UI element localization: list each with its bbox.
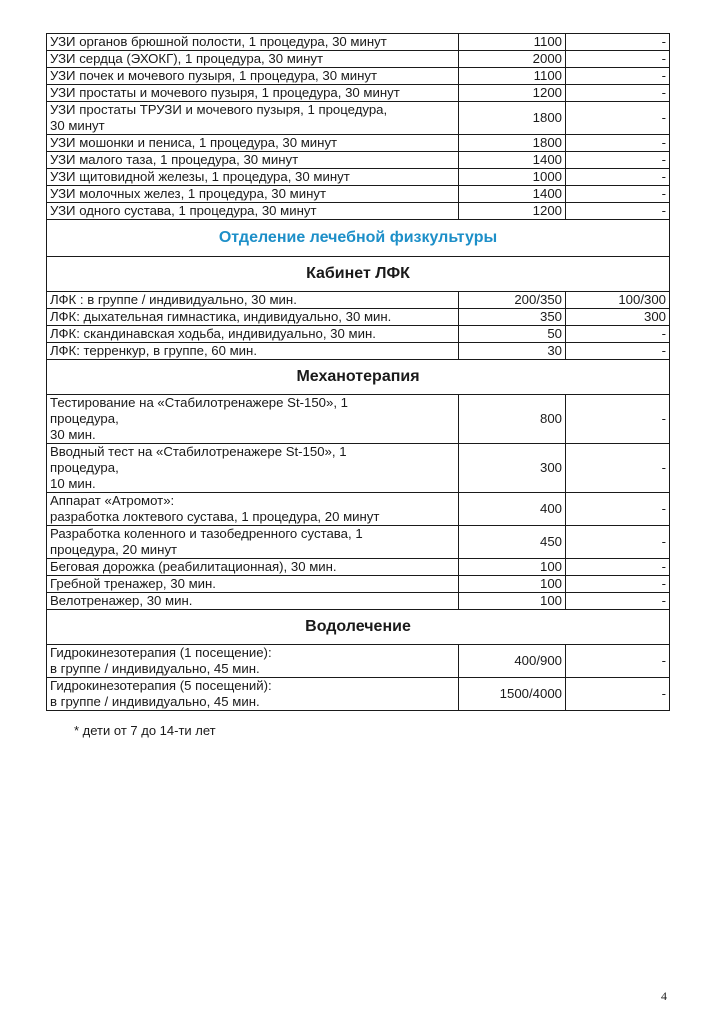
service-price: 1100 bbox=[459, 34, 566, 51]
service-name: ЛФК : в группе / индивидуально, 30 мин. bbox=[47, 292, 459, 309]
section-heading-row bbox=[47, 610, 670, 645]
service-name: УЗИ одного сустава, 1 процедура, 30 минут bbox=[47, 203, 459, 220]
service-name: УЗИ органов брюшной полости, 1 процедура, 30 минут bbox=[47, 34, 459, 51]
service-price: 1200 bbox=[459, 85, 566, 102]
service-price-child: - bbox=[566, 169, 670, 186]
service-price: 350 bbox=[459, 309, 566, 326]
service-price-child: - bbox=[566, 576, 670, 593]
table-row bbox=[47, 292, 670, 309]
table-row bbox=[47, 203, 670, 220]
service-price-child: - bbox=[566, 186, 670, 203]
service-price-child: - bbox=[566, 102, 670, 135]
table-row bbox=[47, 135, 670, 152]
footnote: * дети от 7 до 14-ти лет bbox=[74, 723, 216, 738]
table-row bbox=[47, 593, 670, 610]
service-price: 1500/4000 bbox=[459, 678, 566, 711]
table-row bbox=[47, 169, 670, 186]
service-name: УЗИ простаты ТРУЗИ и мочевого пузыря, 1 процедура, 30 минут bbox=[50, 102, 388, 133]
department-heading-row bbox=[47, 220, 670, 257]
service-price: 450 bbox=[459, 526, 566, 559]
service-name: ЛФК: скандинавская ходьба, индивидуально, 30 мин. bbox=[47, 326, 459, 343]
service-price: 1100 bbox=[459, 68, 566, 85]
table-row bbox=[47, 395, 670, 444]
service-price-child: - bbox=[566, 152, 670, 169]
table-row bbox=[47, 85, 670, 102]
service-name: Тестирование на «Стабилотренажере St-150», 1 процедура, 30 мин. bbox=[50, 395, 348, 442]
table-row bbox=[47, 526, 670, 559]
service-price: 200/350 bbox=[459, 292, 566, 309]
table-row bbox=[47, 326, 670, 343]
service-price: 100 bbox=[459, 593, 566, 610]
table-row bbox=[47, 678, 670, 711]
service-name: ЛФК: дыхательная гимнастика, индивидуально, 30 мин. bbox=[47, 309, 459, 326]
service-price: 400 bbox=[459, 493, 566, 526]
service-price-child: - bbox=[566, 203, 670, 220]
service-price: 50 bbox=[459, 326, 566, 343]
service-name: Гребной тренажер, 30 мин. bbox=[47, 576, 459, 593]
service-name: Вводный тест на «Стабилотренажере St-150», 1 процедура, 10 мин. bbox=[50, 444, 347, 491]
service-price: 400/900 bbox=[459, 645, 566, 678]
section-heading-row bbox=[47, 360, 670, 395]
service-price: 300 bbox=[459, 444, 566, 493]
service-price-child: - bbox=[566, 493, 670, 526]
service-price-child: - bbox=[566, 51, 670, 68]
service-price-child: - bbox=[566, 135, 670, 152]
service-price: 30 bbox=[459, 343, 566, 360]
table-row bbox=[47, 186, 670, 203]
service-price-child: - bbox=[566, 593, 670, 610]
service-price: 1400 bbox=[459, 186, 566, 203]
service-name: УЗИ сердца (ЭХОКГ), 1 процедура, 30 минут bbox=[47, 51, 459, 68]
service-name: УЗИ простаты и мочевого пузыря, 1 процедура, 30 минут bbox=[47, 85, 459, 102]
page-number: 4 bbox=[661, 989, 667, 1003]
price-table bbox=[46, 33, 670, 711]
service-price-child: - bbox=[566, 645, 670, 678]
table-row bbox=[47, 576, 670, 593]
service-price-child: - bbox=[566, 395, 670, 444]
section-title-lfk: Кабинет ЛФК bbox=[47, 257, 670, 292]
service-price-child: - bbox=[566, 678, 670, 711]
service-price-child: - bbox=[566, 559, 670, 576]
service-price: 800 bbox=[459, 395, 566, 444]
section-title-mechanotherapy: Механотерапия bbox=[47, 360, 670, 395]
table-row bbox=[47, 68, 670, 85]
service-price: 1800 bbox=[459, 102, 566, 135]
service-price: 100 bbox=[459, 576, 566, 593]
table-row bbox=[47, 102, 670, 135]
service-price: 1400 bbox=[459, 152, 566, 169]
service-price-child: - bbox=[566, 85, 670, 102]
service-price-child: 300 bbox=[566, 309, 670, 326]
service-name: УЗИ почек и мочевого пузыря, 1 процедура, 30 минут bbox=[47, 68, 459, 85]
table-row bbox=[47, 309, 670, 326]
table-row bbox=[47, 493, 670, 526]
service-name: Разработка коленного и тазобедренного сустава, 1 процедура, 20 минут bbox=[50, 526, 363, 557]
service-name: Велотренажер, 30 мин. bbox=[47, 593, 459, 610]
service-name: УЗИ щитовидной железы, 1 процедура, 30 минут bbox=[47, 169, 459, 186]
table-row bbox=[47, 559, 670, 576]
service-price: 100 bbox=[459, 559, 566, 576]
service-name: Беговая дорожка (реабилитационная), 30 мин. bbox=[47, 559, 459, 576]
service-price-child: - bbox=[566, 526, 670, 559]
department-title: Отделение лечебной физкультуры bbox=[47, 220, 670, 257]
service-name: Гидрокинезотерапия (5 посещений): в группе / индивидуально, 45 мин. bbox=[50, 678, 272, 709]
table-row bbox=[47, 343, 670, 360]
service-price: 1800 bbox=[459, 135, 566, 152]
service-price-child: - bbox=[566, 343, 670, 360]
service-price-child: - bbox=[566, 68, 670, 85]
section-title-hydrotherapy: Водолечение bbox=[47, 610, 670, 645]
table-row bbox=[47, 645, 670, 678]
table-row bbox=[47, 444, 670, 493]
table-row bbox=[47, 152, 670, 169]
service-price-child: - bbox=[566, 34, 670, 51]
service-name: Гидрокинезотерапия (1 посещение): в группе / индивидуально, 45 мин. bbox=[50, 645, 272, 676]
service-price-child: - bbox=[566, 326, 670, 343]
section-heading-row bbox=[47, 257, 670, 292]
service-name: Аппарат «Атромот»: разработка локтевого сустава, 1 процедура, 20 минут bbox=[50, 493, 380, 524]
service-price-child: - bbox=[566, 444, 670, 493]
service-name: ЛФК: терренкур, в группе, 60 мин. bbox=[47, 343, 459, 360]
service-price: 2000 bbox=[459, 51, 566, 68]
service-price: 1200 bbox=[459, 203, 566, 220]
service-name: УЗИ малого таза, 1 процедура, 30 минут bbox=[47, 152, 459, 169]
service-price-child: 100/300 bbox=[566, 292, 670, 309]
service-price: 1000 bbox=[459, 169, 566, 186]
service-name: УЗИ мошонки и пениса, 1 процедура, 30 минут bbox=[47, 135, 459, 152]
service-name: УЗИ молочных желез, 1 процедура, 30 минут bbox=[47, 186, 459, 203]
table-row bbox=[47, 34, 670, 51]
table-row bbox=[47, 51, 670, 68]
